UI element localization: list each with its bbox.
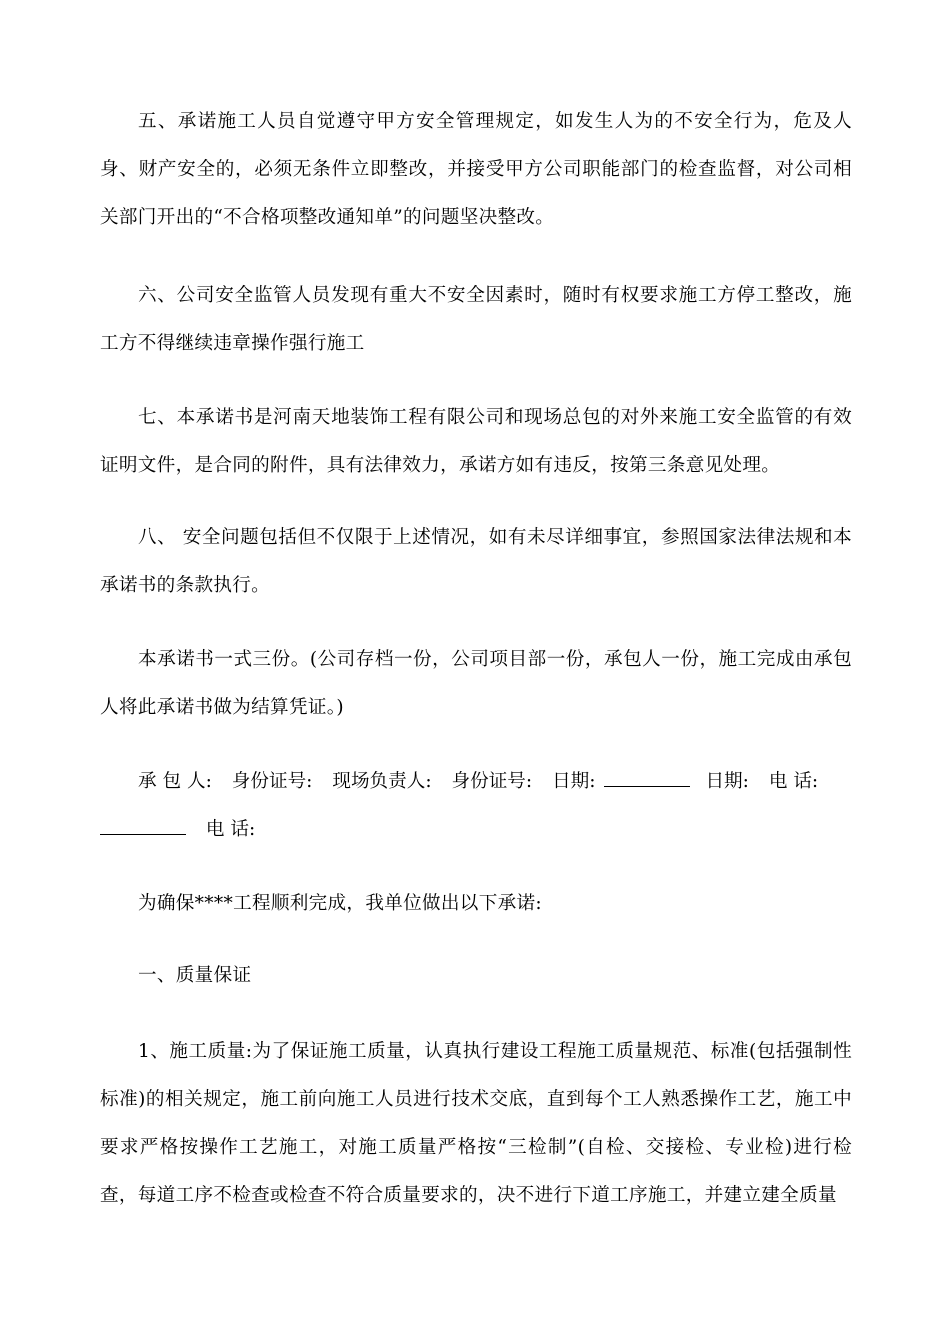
phone-label-2: 电 话:: [205, 819, 256, 840]
phone-label-1: 电 话:: [768, 771, 819, 792]
date-label-2: 日期:: [705, 771, 749, 792]
signature-line-1: [138, 758, 890, 806]
site-manager-label: 现场负责人:: [332, 771, 432, 792]
date-label-1: 日期:: [552, 771, 596, 792]
commitment-intro: 为确保****工程顺利完成，我单位做出以下承诺:: [138, 893, 542, 914]
signature-line-2: [100, 806, 852, 854]
quality-item-one: 1、施工质量:为了保证施工质量，认真执行建设工程施工质量规范、标准(包括强制性标准)的相关规定，施工前向施工人员进行技术交底，直到每个工人熟悉操作工艺，施工中要求严格按操作工艺施工，对施工质量严格按“三检制”(自检、交接检、专业检)进行检查，每道工序不检查或检查不符合质量要求的，决不进行下道工序施工，并建立建全质量: [100, 1041, 852, 1206]
paragraph-eight: 八、 安全问题包括但不仅限于上述情况，如有未尽详细事宜，参照国家法律法规和本承诺书的条款执行。: [100, 527, 852, 596]
paragraph-copies: 本承诺书一式三份。(公司存档一份，公司项目部一份，承包人一份，施工完成由承包人将此承诺书做为结算凭证。): [100, 649, 852, 718]
contractor-label: 承 包 人:: [138, 771, 212, 792]
section-one-title: 一、质量保证: [138, 965, 252, 986]
phone-blank[interactable]: [100, 818, 186, 835]
id-number-label-2: 身份证号:: [451, 771, 533, 792]
date-blank-1[interactable]: [604, 770, 690, 787]
paragraph-six: 六、公司安全监管人员发现有重大不安全因素时，随时有权要求施工方停工整改，施工方不得继续违章操作强行施工: [100, 285, 852, 354]
paragraph-seven: 七、本承诺书是河南天地装饰工程有限公司和现场总包的对外来施工安全监管的有效证明文件，是合同的附件，具有法律效力，承诺方如有违反，按第三条意见处理。: [100, 407, 852, 476]
paragraph-five: 五、承诺施工人员自觉遵守甲方安全管理规定，如发生人为的不安全行为，危及人身、财产安全的，必须无条件立即整改，并接受甲方公司职能部门的检查监督，对公司相关部门开出的“不合格项整改通知单”的问题坚决整改。: [100, 111, 852, 228]
id-number-label-1: 身份证号:: [231, 771, 313, 792]
